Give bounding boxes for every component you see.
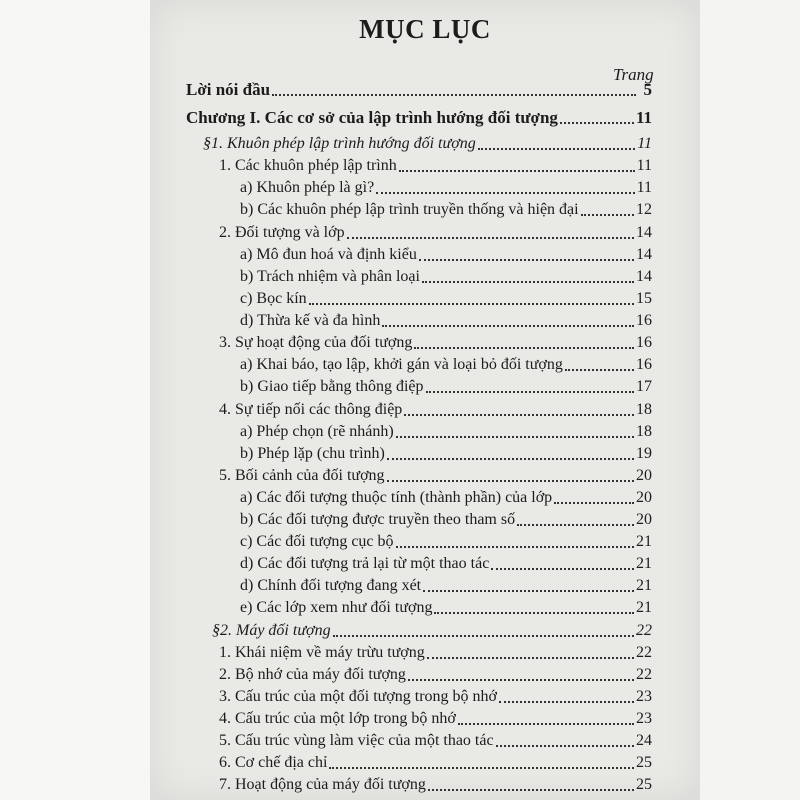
toc-entry [219,221,652,243]
toc-entry-label: c) Bọc kín [240,290,307,307]
toc-entry-label: 4. Cấu trúc của một lớp trong bộ nhớ [219,710,456,727]
toc-entry-label: b) Các khuôn phép lập trình truyền thống và hiện đại [240,201,579,218]
toc-entry-label: 4. Sự tiếp nối các thông điệp [219,401,403,418]
toc-entry [219,663,652,685]
toc-entry [219,398,652,420]
toc-entry [219,707,652,729]
toc-entry-label: a) Các đối tượng thuộc tính (thành phần) của lớp [240,489,553,506]
toc-entry [219,331,652,353]
dot-leader [478,147,635,150]
toc-entry [219,464,652,486]
toc-entry-label: 7. Hoạt động của máy đối tượng [219,776,426,793]
page-title: MỤC LỤC [359,14,491,44]
toc-entry-page: 23 [636,688,652,705]
page-column-header: Trang [613,65,654,84]
dot-leader [309,302,634,305]
dot-leader [560,121,634,124]
toc-entry [212,619,652,641]
toc-entry-label: a) Khuôn phép là gì? [240,179,375,196]
toc-entry-label: 6. Cơ chế địa chỉ [219,754,328,771]
dot-leader [565,368,634,371]
dot-leader [419,258,634,261]
dot-leader [404,413,634,416]
dot-leader [347,236,634,239]
toc-entry-label: d) Thừa kế và đa hình [240,312,381,329]
dot-leader [554,501,634,504]
toc-entry [219,154,652,176]
toc-entry [240,176,652,198]
toc-entry-page: 20 [636,489,652,506]
toc-entry-label: c) Các đối tượng cục bộ [240,533,394,550]
dot-leader [387,479,634,482]
dot-leader [423,589,634,592]
toc-entry-page: 16 [636,312,652,329]
toc-entry-label: 1. Khái niệm về máy trừu tượng [219,644,425,661]
toc-entry-label: d) Chính đối tượng đang xét [240,577,422,594]
dot-leader [428,788,634,791]
dot-leader [427,656,634,659]
toc-entry [186,78,652,100]
toc-entry-label: Lời nói đầu [186,80,271,99]
toc-entry-page: 15 [636,290,652,307]
toc-entry [240,198,652,220]
dot-leader [517,523,634,526]
dot-leader [491,567,634,570]
toc-entry-label: 5. Cấu trúc vùng làm việc của một thao tác [219,732,494,749]
toc-entry-page: 25 [636,776,652,793]
dot-leader [382,324,634,327]
toc-entry-label: 3. Sự hoạt động của đối tượng [219,334,413,351]
toc-entry [240,243,652,265]
toc-entry-page: 5 [643,80,652,99]
toc-entry-page: 21 [636,533,652,550]
toc-entry [240,486,652,508]
toc-entry-label: b) Trách nhiệm và phân loại [240,268,420,285]
toc-entry [240,442,652,464]
toc-entry-label: 3. Cấu trúc của một đối tượng trong bộ nhớ [219,688,497,705]
toc-entry-page: 14 [636,224,652,241]
toc-entry-label: §2. Máy đối tượng [212,622,331,639]
toc-entry-page: 11 [635,108,652,127]
toc-entry-label: d) Các đối tượng trả lại từ một thao tác [240,555,490,572]
dot-leader [399,169,635,172]
toc-entry-page: 21 [636,555,652,572]
dot-leader [329,766,634,769]
dot-leader [272,93,636,96]
toc-entry-page: 14 [636,268,652,285]
dot-leader [496,744,634,747]
toc-entry-page: 14 [636,246,652,263]
toc-entry-label: 5. Bối cảnh của đối tượng [219,467,385,484]
toc-entry-label: a) Mô đun hoá và định kiểu [240,246,417,263]
dot-leader [376,191,634,194]
dot-leader [426,390,634,393]
toc-entry-page: 11 [637,135,652,152]
toc-entry-page: 11 [636,157,652,174]
toc-entry-page: 16 [636,356,652,373]
toc-entry [240,508,652,530]
toc-entry [240,265,652,287]
dot-leader [396,545,634,548]
toc-entry-page: 19 [636,445,652,462]
toc-entry-label: a) Phép chọn (rẽ nhánh) [240,423,394,440]
toc-entry-page: 17 [636,378,652,395]
toc-entry-page: 23 [636,710,652,727]
dot-leader [396,435,634,438]
toc-entry-label: §1. Khuôn phép lập trình hướng đối tượng [203,135,476,152]
toc-entry-label: b) Giao tiếp bằng thông điệp [240,378,424,395]
toc-entry-page: 22 [636,666,652,683]
toc-entry [219,751,652,773]
toc-entry [203,132,652,154]
dot-leader [333,634,634,637]
dot-leader [458,722,634,725]
toc-entry-page: 22 [636,622,652,639]
facing-page-margin [0,0,150,800]
toc-entry-label: b) Các đối tượng được truyền theo tham số [240,511,516,528]
toc-entry [219,773,652,795]
toc-entry [240,596,652,618]
toc-entry-label: e) Các lớp xem như đối tượng [240,599,433,616]
toc-entry [240,552,652,574]
toc-entry-label: 2. Bộ nhớ của máy đối tượng [219,666,406,683]
toc-entry [240,420,652,442]
toc-entry-page: 20 [636,511,652,528]
toc-entry-page: 12 [636,201,652,218]
toc-entry [240,309,652,331]
toc-entry [240,574,652,596]
toc-entry-label: 1. Các khuôn phép lập trình [219,157,397,174]
toc-entry [240,375,652,397]
dot-leader [422,280,634,283]
dot-leader [387,457,634,460]
toc-entry [240,287,652,309]
toc-entry-page: 18 [636,401,652,418]
toc-entry [219,729,652,751]
toc-entry-page: 24 [636,732,652,749]
dot-leader [434,611,634,614]
toc-entry-page: 21 [636,599,652,616]
toc-entry [240,353,652,375]
toc-entry [186,106,652,128]
toc-entry-label: Chương I. Các cơ sở của lập trình hướng đối tượng [186,108,558,127]
toc-entry-label: a) Khai báo, tạo lập, khởi gán và loại bỏ đối tượng [240,356,563,373]
toc-entry-page: 18 [636,423,652,440]
dot-leader [499,700,634,703]
toc-entry [240,530,652,552]
toc-entry-page: 21 [636,577,652,594]
toc-entry-page: 16 [636,334,652,351]
toc-entry-page: 20 [636,467,652,484]
toc-entry-page: 22 [636,644,652,661]
toc-entry-page: 11 [636,179,652,196]
dot-leader [408,678,634,681]
toc-entry-label: b) Phép lặp (chu trình) [240,445,385,462]
toc-entry-page: 25 [636,754,652,771]
dot-leader [414,346,634,349]
toc-entry-label: 2. Đối tượng và lớp [219,224,345,241]
dot-leader [581,213,634,216]
toc-entry [219,685,652,707]
toc-entry [219,641,652,663]
